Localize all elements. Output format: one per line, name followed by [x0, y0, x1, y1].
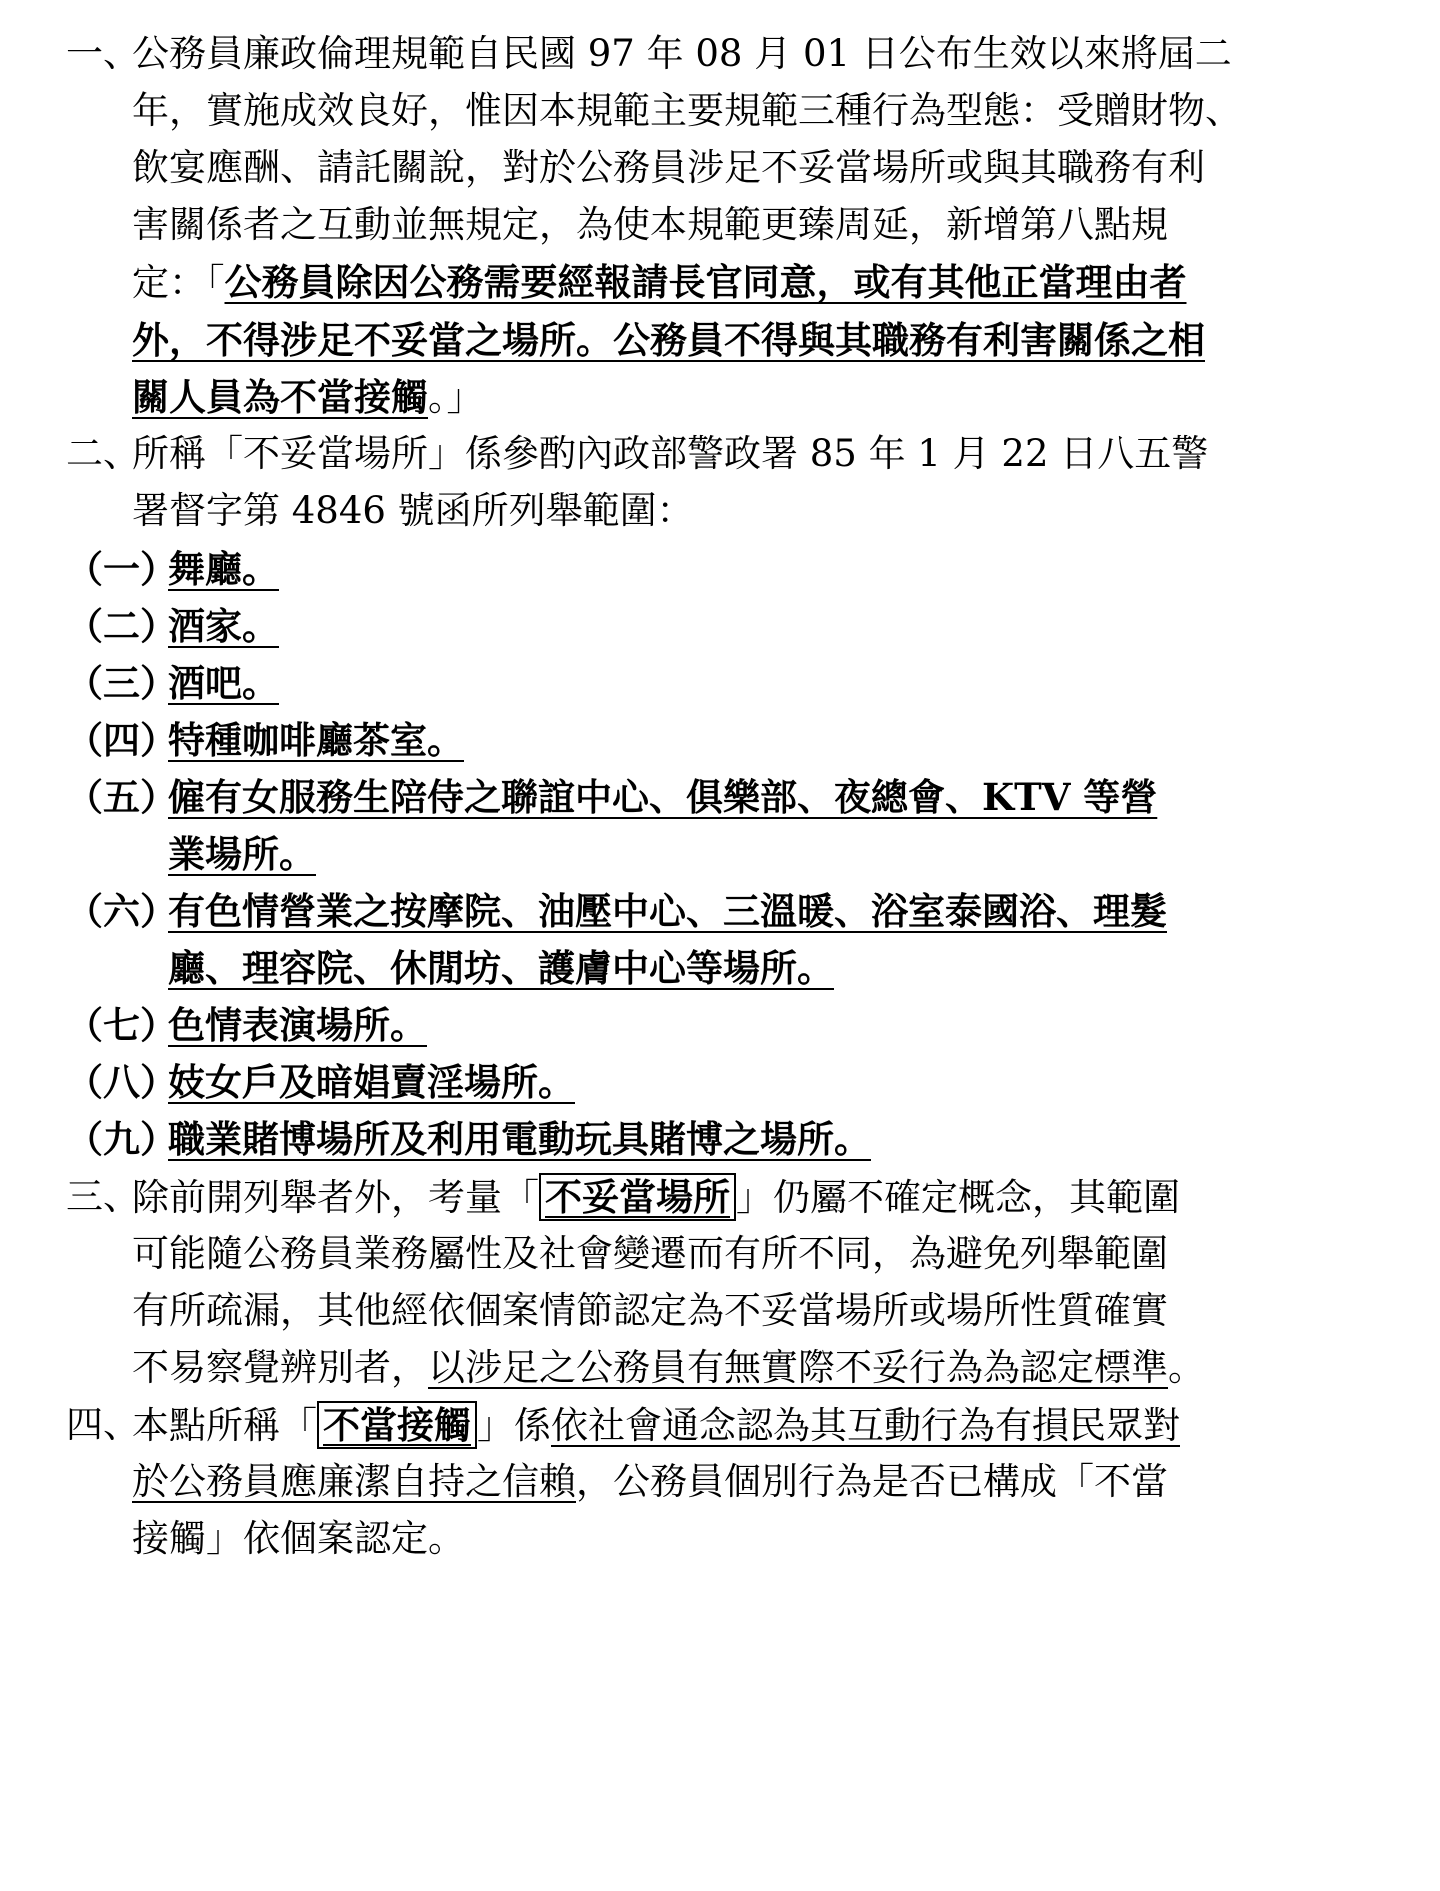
section-1-line-2: 年，實施成效良好，惟因本規範主要規範三種行為型態：受贈財物、	[132, 89, 1242, 132]
list-item-5-text-line-2: 業場所。	[168, 832, 316, 876]
section-1-line-7	[132, 373, 484, 421]
section-3-line-2: 可能隨公務員業務屬性及社會變遷而有所不同，為避免列舉範圍	[132, 1232, 1168, 1275]
section-4-line-1-underlined: 依社會通念認為其互動行為有損民眾對	[551, 1404, 1180, 1447]
section-3-line-4-underlined: 以涉足之公務員有無實際不妥行為為認定標準	[428, 1346, 1168, 1389]
section-3-line-1-suffix: 」仍屬不確定概念，其範圍	[736, 1176, 1180, 1219]
list-item-3-number: （三）	[66, 661, 177, 705]
list-item-4-text: 特種咖啡廳茶室。	[168, 718, 464, 762]
section-2-number: 二、	[66, 432, 140, 475]
section-3-line-4-suffix: 。	[1168, 1346, 1205, 1389]
list-item-5-number: （五）	[66, 775, 177, 819]
list-item-6-number: （六）	[66, 889, 177, 933]
section-1-line-7-suffix: 。」	[428, 376, 484, 419]
section-3-line-4	[132, 1344, 1205, 1392]
section-1-line-1: 公務員廉政倫理規範自民國 97 年 08 月 01 日公布生效以來將屆二	[132, 32, 1232, 75]
section-1-line-5-emphasis: 公務員除因公務需要經報請長官同意，或有其他正當理由者	[224, 260, 1187, 304]
section-4-number: 四、	[66, 1403, 140, 1446]
section-1-line-4: 害關係者之互動並無規定，為使本規範更臻周延，新增第八點規	[132, 203, 1168, 246]
section-4-line-2-underlined: 於公務員應廉潔自持之信賴	[132, 1460, 576, 1503]
list-item-6-text-line-1: 有色情營業之按摩院、油壓中心、三溫暖、浴室泰國浴、理髮	[168, 889, 1167, 933]
list-item-6-text-line-2: 廳、理容院、休閒坊、護膚中心等場所。	[168, 946, 834, 990]
section-3-line-1	[132, 1173, 1180, 1221]
section-1-line-7-emphasis: 關人員為不當接觸	[132, 375, 428, 419]
list-item-1-number: （一）	[66, 547, 177, 591]
list-item-9-number: （九）	[66, 1117, 177, 1161]
list-item-2-number: （二）	[66, 604, 177, 648]
section-1-number: 一、	[66, 32, 140, 75]
section-4-line-2-suffix: ，公務員個別行為是否已構成「不當	[576, 1460, 1168, 1503]
section-2-line-2: 署督字第 4846 號函所列舉範圍：	[132, 489, 694, 532]
list-item-7-number: （七）	[66, 1003, 177, 1047]
list-item-8-number: （八）	[66, 1060, 177, 1104]
section-3-line-4-prefix: 不易察覺辨別者，	[132, 1346, 428, 1389]
list-item-5-text-line-1: 僱有女服務生陪侍之聯誼中心、俱樂部、夜總會、KTV 等營	[168, 775, 1158, 819]
list-item-3-text: 酒吧。	[168, 661, 279, 705]
list-item-8-text: 妓女戶及暗娼賣淫場所。	[168, 1060, 575, 1104]
section-3-line-3: 有所疏漏，其他經依個案情節認定為不妥當場所或場所性質確實	[132, 1289, 1168, 1332]
section-4-line-1	[132, 1401, 1180, 1449]
section-1-line-6-emphasis: 外，不得涉足不妥當之場所。公務員不得與其職務有利害關係之相	[132, 318, 1205, 362]
list-item-1-text: 舞廳。	[168, 547, 279, 591]
section-4-line-3: 接觸」依個案認定。	[132, 1517, 465, 1560]
list-item-7-text: 色情表演場所。	[168, 1003, 427, 1047]
section-4-boxed-term: 不當接觸	[317, 1401, 477, 1449]
section-4-line-1-suffix: 」係	[477, 1404, 551, 1447]
section-3-line-1-prefix: 除前開列舉者外，考量「	[132, 1176, 539, 1219]
section-3-number: 三、	[66, 1175, 140, 1218]
section-2-line-1: 所稱「不妥當場所」係參酌內政部警政署 85 年 1 月 22 日八五警	[132, 432, 1209, 475]
section-4-line-2	[132, 1458, 1168, 1506]
section-1-line-3: 飲宴應酬、請託關說，對於公務員涉足不妥當場所或與其職務有利	[132, 146, 1205, 189]
list-item-4-number: （四）	[66, 718, 177, 762]
section-1-line-5	[132, 258, 1187, 306]
section-1-line-5-prefix: 定：「	[132, 261, 225, 304]
list-item-2-text: 酒家。	[168, 604, 279, 648]
list-item-9-text: 職業賭博場所及利用電動玩具賭博之場所。	[168, 1117, 871, 1161]
section-3-boxed-term: 不妥當場所	[539, 1173, 736, 1221]
section-4-line-1-prefix: 本點所稱「	[132, 1404, 317, 1447]
